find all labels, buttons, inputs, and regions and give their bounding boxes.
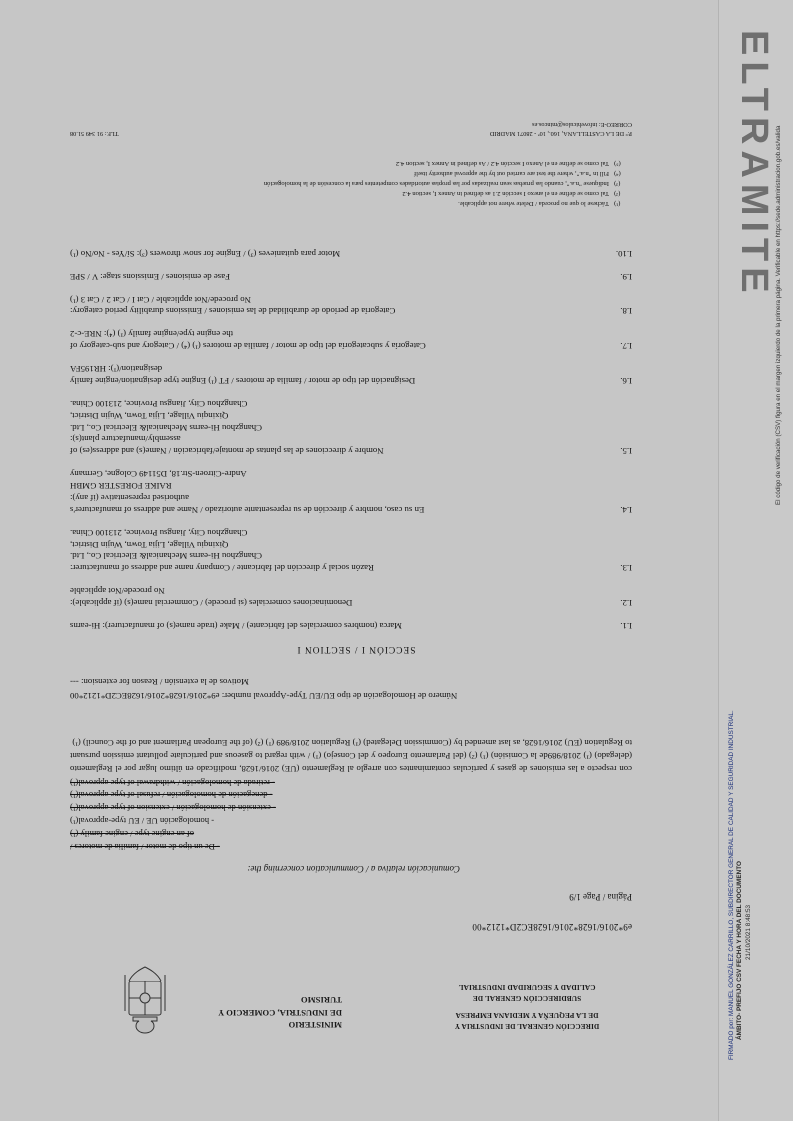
directorate-line-2: DE LA PEQUEÑA Y MEDIANA EMPRESA [455, 1011, 599, 1021]
footnote-4-text: Fill in "n.a.", where the test are carried out by the approval authority itself [413, 170, 609, 178]
side-timestamp: 21/10/2021 8:48:53 [745, 904, 752, 960]
scan-side-band [718, 0, 793, 1121]
row-i8 [70, 293, 632, 317]
directorate-line-1: DIRECCIÓN GENERAL DE INDUSTRIA Y [454, 1022, 600, 1031]
document-header [52, 947, 660, 1043]
row-i10-number: I.10. [615, 248, 632, 259]
row-i6-number: I.6. [620, 376, 632, 386]
row-i10-line-1: Motor para quitanieves (³) / Engine for snow throwers (³): Sí/Yes - No/No (¹) [70, 248, 341, 259]
page-label: Página / Page 1/9 [569, 892, 632, 902]
row-i2-line-1: Denominaciones comerciales (si procede) / Commercial name(s) (if applicable): [70, 598, 353, 609]
ministry-line-1: MINISTERIO [288, 1020, 342, 1030]
communication-options [70, 776, 410, 853]
row-i3-line-3: Qixinqiu Village, Lijia Town, Wujin District, [70, 539, 229, 550]
option-type-approval: - homologación UE / EU type-approval(¹) [70, 816, 215, 827]
row-i1 [70, 619, 632, 631]
row-i5-line-5: Changzhou City, Jiangsu Province, 213100 China. [70, 398, 248, 409]
row-i1-line-1: Marca (nombres comerciales del fabricante) / Make (trade name(s) of manufacturer): Hi-earns [70, 621, 402, 631]
footer-address: P.º DE LA CASTELLANA, 160., 10ª - 28071 MADRID [489, 130, 632, 137]
ministry-block [192, 994, 342, 1031]
footnote-3-mark: (³) [614, 180, 621, 188]
option-engine-type-line1: - De un tipo de motor / familia de motores / [70, 842, 220, 852]
row-i10 [70, 247, 632, 259]
row-i3-number: I.3. [620, 563, 632, 574]
approval-code-top: e9*2016/1628*2016/1628EC2D*1212*00 [472, 922, 632, 932]
footnote-5 [70, 159, 632, 169]
row-i7-line-2: the engine type/engine family (¹) (⁴): NRE-c-2 [70, 329, 234, 340]
row-i5 [70, 397, 632, 456]
row-i5-line-4: Qixinqiu Village, Lijia Town, Wujin District, [70, 410, 229, 421]
row-i4-line-3: RAIKE FORESTER GMBH [70, 481, 172, 492]
row-i4-line-4: Andre-Citroen-Str.18, D51149 Cologne, Germany [70, 469, 247, 480]
row-i5-line-1: Nombre y direcciones de las plantas de montaje/fabricación / Name(s) and address(es) of [70, 446, 384, 457]
row-i5-line-2: assembly/manufacture plant(s): [70, 434, 181, 445]
ministry-line-2: DE INDUSTRIA, COMERCIO Y [218, 1007, 342, 1018]
footnote-2 [70, 188, 632, 198]
footnote-1-mark: (¹) [614, 200, 621, 207]
row-i4-line-1: En su caso, nombre y dirección de su representante autorizado / Name and address of manufacturer's [70, 504, 425, 515]
option-refusal: - denegación de homologación / refusal of type approval(¹) [70, 790, 273, 801]
footer-email: CORREO-E: infovehiculos@mincos.es [532, 120, 632, 128]
row-i4-line-2: authorised representative (if any): [70, 493, 189, 503]
approval-number-value: e9*2016/1628*2016/1628EC2D*1212*00 [70, 691, 220, 701]
row-i2-line-2: No procede/Not applicable [70, 586, 165, 597]
row-i2 [70, 584, 632, 608]
approval-number-label: Número de Homologación de tipo EU/EU Type-Approval number: [221, 691, 458, 701]
footnote-5-text: Tal como se define en el Anexo I sección 4.2 / As defined in Annex I, section 4.2 [395, 160, 609, 168]
option-withdrawal: - retirada de homologación / withdrawal of type approval(¹) [70, 777, 275, 788]
footnote-4-mark: (⁴) [614, 170, 621, 178]
document-body [52, 75, 660, 1043]
footnotes [70, 159, 632, 208]
row-i8-line-1: Categoría de período de durabilidad de las emisiones / Emissions durability period category: [70, 306, 396, 317]
footnote-3 [70, 178, 632, 188]
section-title: SECCIÓN I / SECTION I [296, 644, 416, 654]
row-i3-line-2: Changzhou Hi-earns Mechanical& Electrical Co., Ltd. [70, 551, 262, 562]
directorate-line-3: SUBDIRECCIÓN GENERAL DE [472, 994, 582, 1004]
row-i1-number: I.1. [620, 621, 632, 631]
side-signature-fields: ÁMBITO- PREFIJO CSV FECHA Y HORA DEL DOCUMENTO [736, 861, 743, 1040]
communication-label: Comunicación relativa a / Communication concerning the: [247, 864, 460, 874]
extension-reason-value: --- [70, 676, 79, 687]
document-footer [70, 120, 632, 138]
row-i7 [70, 328, 632, 352]
footnote-2-text: Tal como se define en el anexo I sección 2.1 as defined in Annex I, section 4.2 [402, 190, 609, 198]
footnote-4 [70, 168, 632, 178]
row-i3-line-1: Razón social y dirección del fabricante / Company name and address of manufacturer: [70, 563, 374, 574]
footer-tel: TLF.: 91 349 51.08 [70, 130, 119, 137]
option-engine-type-line2: of an engine type / engine family (¹) [70, 829, 195, 840]
row-i6-line-1: Designación del tipo de motor / familia de motores / FT (¹) Engine type designation/engine family [70, 376, 416, 386]
spanish-coat-of-arms-icon [117, 963, 173, 1037]
ministry-line-3: TURISMO [300, 995, 342, 1006]
row-i6-line-2: designation/(¹): HR195FA [70, 364, 163, 375]
row-i8-number: I.8. [620, 306, 632, 317]
row-i2-number: I.2. [620, 598, 632, 609]
row-i9-number: I.9. [620, 271, 632, 282]
row-i7-line-1: Categoría y subcategoría del tipo de motor / familia de motores (¹) (⁴) / Category and sub-category of [70, 341, 426, 352]
footnote-2-mark: (²) [614, 190, 621, 198]
row-i8-line-2: No procede/Not applicable / Cat I / Cat 2 / Cat 3 (¹) [70, 294, 251, 305]
row-i6 [70, 362, 632, 386]
extension-reason-label: Motivos de la extensión / Reason for extension: [81, 676, 249, 687]
row-i4-number: I.4. [620, 504, 632, 515]
row-i9 [70, 270, 632, 282]
footnote-5-mark: (⁵) [614, 160, 621, 168]
option-extension: - extensión de homologación / extension of type approval(¹) [70, 803, 276, 814]
directorate-line-4: CALIDAD Y SEGURIDAD INDUSTRIAL [458, 983, 596, 993]
row-i5-number: I.5. [620, 446, 632, 457]
section-i-rows [70, 236, 632, 631]
row-i3 [70, 526, 632, 574]
anulado-stamp: ELTRAMITE [733, 30, 775, 299]
row-i9-line-1: Fase de emisiones / Emissions stage: V / SPE [70, 271, 230, 282]
row-i7-number: I.7. [620, 341, 632, 352]
row-i4 [70, 467, 632, 515]
side-csv-note: El código de verificación (CSV) figura en el margen izquierdo de la primera página. Verificable en https://sede.administracion.gob.es/valida [775, 125, 782, 505]
footnote-1-text: Táchese lo que no proceda / Delete where not applicable. [458, 200, 609, 207]
row-i3-line-4: Changzhou City, Jiangsu Province, 213100 China. [70, 527, 248, 538]
regulation-paragraph: con respecto a las emisiones de gases y partículas contaminantes con arreglo al Reglamento (UE) 2016/1628, modificado en último lugar por el Reglamento (delegado) (¹) 2018/989de la Comisión) (¹) (²) (del Parlamento Europeo y del Consejo) (¹) / with regard to gaseous and particulate pollutant emission pursuant to Regulation (EU) 2016/1628, as last amended by (Commission Delegated) (¹) Regulation 2018/989 (¹) (²) (of the European Parliament and of the Council) (¹) [70, 737, 632, 774]
footnote-3-text: Indíquese "n.a.", cuando las pruebas sean realizadas por las propias autoridades competentes para la concesión de la homologación [263, 180, 609, 188]
side-signature-line: FIRMADO por: MANUEL GONZÁLEZ CARRILLO, SUBDIRECTOR GENERAL DE CALIDAD Y SEGURIDAD INDUSTRIAL. [728, 710, 735, 1060]
footnote-1 [70, 198, 632, 208]
approval-number-block [70, 675, 632, 703]
row-i5-line-3: Changzhou Hi-earns Mechanical& Electrical Co., Ltd. [70, 422, 262, 433]
directorate-block [422, 981, 632, 1031]
